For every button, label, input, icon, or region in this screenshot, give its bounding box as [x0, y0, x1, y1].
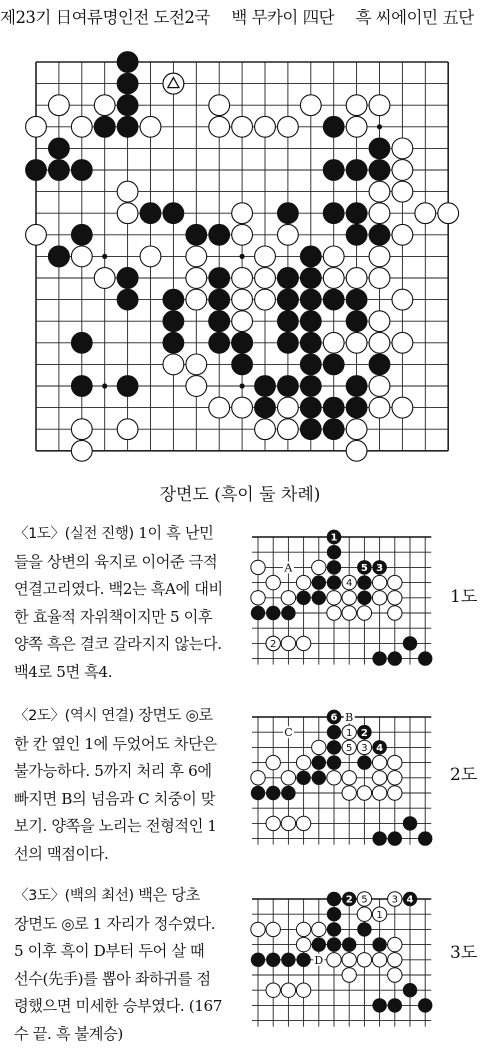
black-stone	[255, 397, 276, 418]
black-stone	[117, 95, 138, 116]
white-stone	[312, 922, 326, 936]
black-stone	[278, 268, 299, 289]
white-stone	[312, 740, 326, 754]
panel1-line-4: 양쪽 흑은 결코 갈라지지 않는다.	[14, 631, 246, 659]
black-stone	[323, 419, 344, 440]
black-stone	[327, 740, 341, 754]
black-stone	[346, 376, 367, 397]
black-stone	[327, 892, 341, 906]
black-stone	[300, 246, 321, 267]
panel3-line-5: 수 끝. 흑 불계승)	[14, 1021, 246, 1048]
black-stone	[163, 289, 184, 310]
black-stone	[300, 289, 321, 310]
white-stone	[369, 376, 390, 397]
move-number: 1	[346, 728, 352, 739]
black-stone	[71, 160, 92, 181]
white-stone	[117, 181, 138, 202]
white-stone	[369, 311, 390, 332]
black-stone	[372, 937, 386, 951]
white-stone	[392, 397, 413, 418]
black-stone	[327, 907, 341, 921]
point-letter: A	[283, 561, 293, 574]
white-stone	[186, 246, 207, 267]
white-stone	[388, 771, 402, 785]
panel2-line-2: 불가능하다. 5까지 처리 후 6에	[14, 758, 246, 786]
white-stone	[140, 116, 161, 137]
white-stone	[346, 440, 367, 461]
star-point	[102, 254, 107, 259]
white-stone	[357, 606, 371, 620]
white-stone	[342, 786, 356, 800]
diagram-3-label: 3도	[450, 938, 477, 963]
white-stone	[392, 224, 413, 245]
black-stone	[369, 160, 390, 181]
black-stone	[418, 651, 432, 665]
white-stone	[346, 116, 367, 137]
white-stone	[323, 332, 344, 353]
black-stone	[163, 203, 184, 224]
white-stone	[186, 268, 207, 289]
black-stone	[357, 575, 371, 589]
white-stone	[357, 907, 371, 921]
white-stone	[296, 755, 310, 769]
main-board	[16, 44, 471, 468]
black-stone	[369, 354, 390, 375]
panel1-line-0-text: 1이 흑 난민	[138, 524, 213, 542]
white-stone	[372, 575, 386, 589]
point-letter: D	[314, 954, 323, 967]
diagram-1	[248, 528, 448, 672]
white-stone	[346, 95, 367, 116]
white-stone	[278, 419, 299, 440]
white-stone	[342, 953, 356, 967]
black-stone	[369, 224, 390, 245]
black-stone	[140, 203, 161, 224]
black-stone	[117, 116, 138, 137]
black-stone	[251, 786, 265, 800]
star-point	[240, 254, 245, 259]
move-number: 2	[346, 895, 353, 906]
white-stone	[266, 755, 280, 769]
black-stone	[300, 311, 321, 332]
star-point	[240, 383, 245, 388]
black-stone	[346, 397, 367, 418]
black-stone	[209, 224, 230, 245]
white-stone	[372, 591, 386, 605]
black-stone	[357, 922, 371, 936]
white-stone	[266, 983, 280, 997]
white-stone	[255, 419, 276, 440]
black-stone	[209, 268, 230, 289]
black-stone	[372, 998, 386, 1012]
black-stone	[278, 376, 299, 397]
white-stone	[296, 983, 310, 997]
black-stone	[71, 224, 92, 245]
black-stone	[312, 755, 326, 769]
black-stone	[281, 606, 295, 620]
black-stone	[388, 651, 402, 665]
white-stone	[369, 203, 390, 224]
black-stone	[281, 786, 295, 800]
panel3-text	[14, 882, 246, 1048]
panel2-text	[14, 702, 246, 868]
black-stone	[300, 419, 321, 440]
panel1-text	[14, 520, 246, 686]
black-stone	[372, 831, 386, 845]
white-stone	[281, 983, 295, 997]
black-stone	[163, 311, 184, 332]
black-stone	[117, 289, 138, 310]
white-stone	[342, 968, 356, 982]
white-stone	[140, 246, 161, 267]
point-letter: B	[345, 711, 353, 724]
white-stone	[327, 591, 341, 605]
white-stone	[232, 397, 253, 418]
white-stone	[388, 591, 402, 605]
move-number: 2	[361, 728, 368, 739]
white-stone	[232, 268, 253, 289]
black-stone	[49, 138, 70, 159]
white-stone	[346, 268, 367, 289]
diagram-2	[248, 708, 448, 852]
white-stone	[327, 606, 341, 620]
black-stone	[323, 354, 344, 375]
move-number: 5	[361, 895, 367, 906]
black-stone	[49, 246, 70, 267]
white-stone	[369, 397, 390, 418]
move-number: 4	[346, 578, 352, 589]
panel3-line-0-text: 백은 당초	[138, 886, 200, 904]
move-number: 3	[361, 743, 367, 754]
panel1-line-5: 백4로 5면 흑4.	[14, 659, 246, 687]
white-stone	[209, 95, 230, 116]
panel1-line-0	[14, 520, 246, 549]
white-stone	[209, 116, 230, 137]
white-stone	[388, 968, 402, 982]
white-stone	[163, 354, 184, 375]
black-stone	[255, 376, 276, 397]
black-stone	[403, 983, 417, 997]
black-stone	[346, 289, 367, 310]
white-stone	[388, 755, 402, 769]
white-stone	[26, 224, 47, 245]
black-stone	[323, 397, 344, 418]
diagram-3	[248, 890, 448, 1030]
point-letter: C	[284, 726, 292, 739]
black-stone	[312, 771, 326, 785]
white-stone	[232, 116, 253, 137]
black-stone	[300, 268, 321, 289]
black-stone	[323, 160, 344, 181]
white-stone	[232, 289, 253, 310]
black-stone	[327, 755, 341, 769]
black-stone	[251, 953, 265, 967]
white-stone	[323, 268, 344, 289]
black-stone	[369, 138, 390, 159]
black-stone	[296, 591, 310, 605]
white-stone	[312, 560, 326, 574]
black-stone	[266, 953, 280, 967]
panel3-line-0	[14, 882, 246, 911]
black-stone	[300, 397, 321, 418]
black-stone	[296, 771, 310, 785]
white-stone	[392, 138, 413, 159]
black-stone	[388, 998, 402, 1012]
white-stone	[357, 953, 371, 967]
black-stone	[327, 937, 341, 951]
white-stone	[342, 591, 356, 605]
black-stone	[49, 160, 70, 181]
white-stone	[255, 116, 276, 137]
black-stone	[327, 922, 341, 936]
black-stone	[323, 116, 344, 137]
move-number: 2	[270, 639, 276, 650]
panel3-line-1: 장면도 ◎로 1 자리가 정수였다.	[14, 911, 246, 939]
move-number: 3	[376, 563, 383, 574]
move-number: 6	[331, 713, 338, 724]
black-stone	[388, 831, 402, 845]
white-player: 백 무카이 四단	[231, 4, 334, 28]
white-stone	[71, 419, 92, 440]
white-stone	[281, 816, 295, 830]
panel1-line-3: 한 효율적 자위책이지만 5 이후	[14, 604, 246, 632]
white-stone	[296, 922, 310, 936]
black-stone	[300, 332, 321, 353]
move-number: 4	[376, 743, 383, 754]
black-stone	[372, 651, 386, 665]
black-stone	[346, 203, 367, 224]
white-stone	[94, 268, 115, 289]
move-number: 4	[407, 895, 414, 906]
white-stone	[415, 203, 436, 224]
black-stone	[346, 160, 367, 181]
diagram-2-label: 2도	[450, 760, 477, 785]
black-stone	[327, 545, 341, 559]
panel2-title: 〈2도〉(역시 연결)	[14, 708, 134, 724]
white-stone	[232, 311, 253, 332]
black-stone	[312, 591, 326, 605]
white-stone	[388, 606, 402, 620]
white-stone	[296, 937, 310, 951]
white-stone	[251, 560, 265, 574]
black-stone	[266, 606, 280, 620]
black-stone	[186, 224, 207, 245]
main-board-svg	[16, 44, 471, 468]
white-stone	[323, 246, 344, 267]
white-stone	[327, 953, 341, 967]
black-stone	[232, 354, 253, 375]
white-stone	[186, 289, 207, 310]
black-stone	[327, 560, 341, 574]
black-stone	[209, 289, 230, 310]
white-stone	[209, 397, 230, 418]
black-stone	[312, 575, 326, 589]
black-stone	[251, 606, 265, 620]
white-stone	[266, 575, 280, 589]
white-stone	[388, 575, 402, 589]
star-point	[377, 124, 382, 129]
black-stone	[117, 376, 138, 397]
star-point	[102, 383, 107, 388]
white-stone	[266, 816, 280, 830]
move-number: 1	[376, 910, 382, 921]
white-stone	[369, 95, 390, 116]
white-stone	[372, 771, 386, 785]
white-stone	[26, 116, 47, 137]
panel1-line-1: 들을 상변의 육지로 이어준 극적	[14, 549, 246, 577]
black-stone	[418, 998, 432, 1012]
white-stone	[186, 376, 207, 397]
black-stone	[296, 953, 310, 967]
panel3-line-4: 령했으면 미세한 승부였다. (167	[14, 993, 246, 1021]
panel3-title: 〈3도〉(백의 최선)	[14, 888, 134, 904]
white-stone	[94, 95, 115, 116]
white-stone	[372, 953, 386, 967]
white-stone	[388, 937, 402, 951]
white-stone	[342, 606, 356, 620]
move-number: 1	[331, 533, 338, 544]
white-stone	[372, 786, 386, 800]
black-stone	[117, 73, 138, 94]
white-stone	[117, 203, 138, 224]
white-stone	[300, 95, 321, 116]
white-stone	[251, 591, 265, 605]
white-stone	[392, 289, 413, 310]
white-stone	[392, 332, 413, 353]
white-stone	[281, 636, 295, 650]
black-stone	[281, 953, 295, 967]
white-stone	[346, 332, 367, 353]
black-stone	[163, 332, 184, 353]
panel2-line-5: 선의 맥점이다.	[14, 841, 246, 869]
white-stone	[369, 268, 390, 289]
white-stone	[278, 397, 299, 418]
white-stone	[251, 922, 265, 936]
black-stone	[266, 786, 280, 800]
black-stone	[26, 160, 47, 181]
white-stone	[296, 816, 310, 830]
main-board-caption: 장면도 (흑이 둘 차례)	[0, 480, 480, 505]
white-stone	[117, 419, 138, 440]
white-stone	[296, 575, 310, 589]
diagram-1-label: 1도	[450, 582, 477, 607]
panel3-line-3: 선수(先手)를 뽑아 좌하귀를 점	[14, 966, 246, 994]
white-stone	[392, 181, 413, 202]
panel2-line-4: 보기. 양쪽을 노리는 전형적인 1	[14, 813, 246, 841]
header	[0, 4, 480, 30]
white-stone	[296, 636, 310, 650]
panel2-line-1: 한 칸 옆인 1에 두었어도 차단은	[14, 731, 246, 759]
white-stone	[71, 440, 92, 461]
panel1-line-2: 연결고리였다. 백2는 흑A에 대비	[14, 576, 246, 604]
white-stone	[255, 246, 276, 267]
black-stone	[327, 725, 341, 739]
black-stone	[117, 268, 138, 289]
black-stone	[71, 332, 92, 353]
move-number: 5	[346, 743, 352, 754]
white-stone	[281, 591, 295, 605]
white-stone	[369, 181, 390, 202]
white-stone	[438, 203, 459, 224]
white-stone	[357, 786, 371, 800]
black-stone	[117, 52, 138, 73]
black-stone	[346, 311, 367, 332]
white-stone	[392, 160, 413, 181]
panel3-line-2: 5 이후 흑이 D부터 두어 살 때	[14, 938, 246, 966]
panel2-line-0	[14, 702, 246, 731]
black-stone	[300, 354, 321, 375]
white-stone	[372, 755, 386, 769]
panel2-line-0-text: 장면도 ◎로	[138, 706, 212, 724]
black-stone	[403, 636, 417, 650]
white-stone	[255, 289, 276, 310]
black-stone	[278, 289, 299, 310]
white-stone	[281, 771, 295, 785]
black-stone	[94, 116, 115, 137]
white-stone	[232, 203, 253, 224]
white-stone	[266, 922, 280, 936]
panel1-title: 〈1도〉(실전 진행)	[14, 526, 134, 542]
white-stone	[255, 268, 276, 289]
black-stone	[71, 376, 92, 397]
black-stone	[323, 203, 344, 224]
white-stone	[342, 771, 356, 785]
white-stone	[346, 419, 367, 440]
black-player: 흑 씨에이민 五단	[356, 4, 474, 28]
white-stone	[71, 116, 92, 137]
black-stone	[357, 755, 371, 769]
move-number: 5	[361, 563, 368, 574]
black-stone	[327, 575, 341, 589]
black-stone	[312, 937, 326, 951]
black-stone	[342, 937, 356, 951]
white-stone	[232, 224, 253, 245]
black-stone	[209, 332, 230, 353]
white-stone	[369, 332, 390, 353]
panel2-line-3: 빠지면 B의 넘음과 C 치중이 맞	[14, 786, 246, 814]
white-stone	[327, 771, 341, 785]
white-stone	[49, 95, 70, 116]
white-stone	[251, 771, 265, 785]
black-stone	[323, 289, 344, 310]
white-stone	[388, 953, 402, 967]
white-stone	[369, 246, 390, 267]
black-stone	[418, 831, 432, 845]
white-stone	[186, 354, 207, 375]
black-stone	[209, 311, 230, 332]
white-stone	[278, 224, 299, 245]
black-stone	[403, 816, 417, 830]
white-stone	[71, 246, 92, 267]
black-stone	[232, 332, 253, 353]
black-stone	[357, 591, 371, 605]
black-stone	[346, 224, 367, 245]
black-stone	[278, 332, 299, 353]
white-stone	[278, 116, 299, 137]
black-stone	[278, 311, 299, 332]
black-stone	[278, 203, 299, 224]
move-number: 3	[392, 895, 398, 906]
game-title: 제23기 日여류명인전 도전2국	[0, 4, 210, 28]
black-stone	[300, 376, 321, 397]
white-stone	[388, 786, 402, 800]
